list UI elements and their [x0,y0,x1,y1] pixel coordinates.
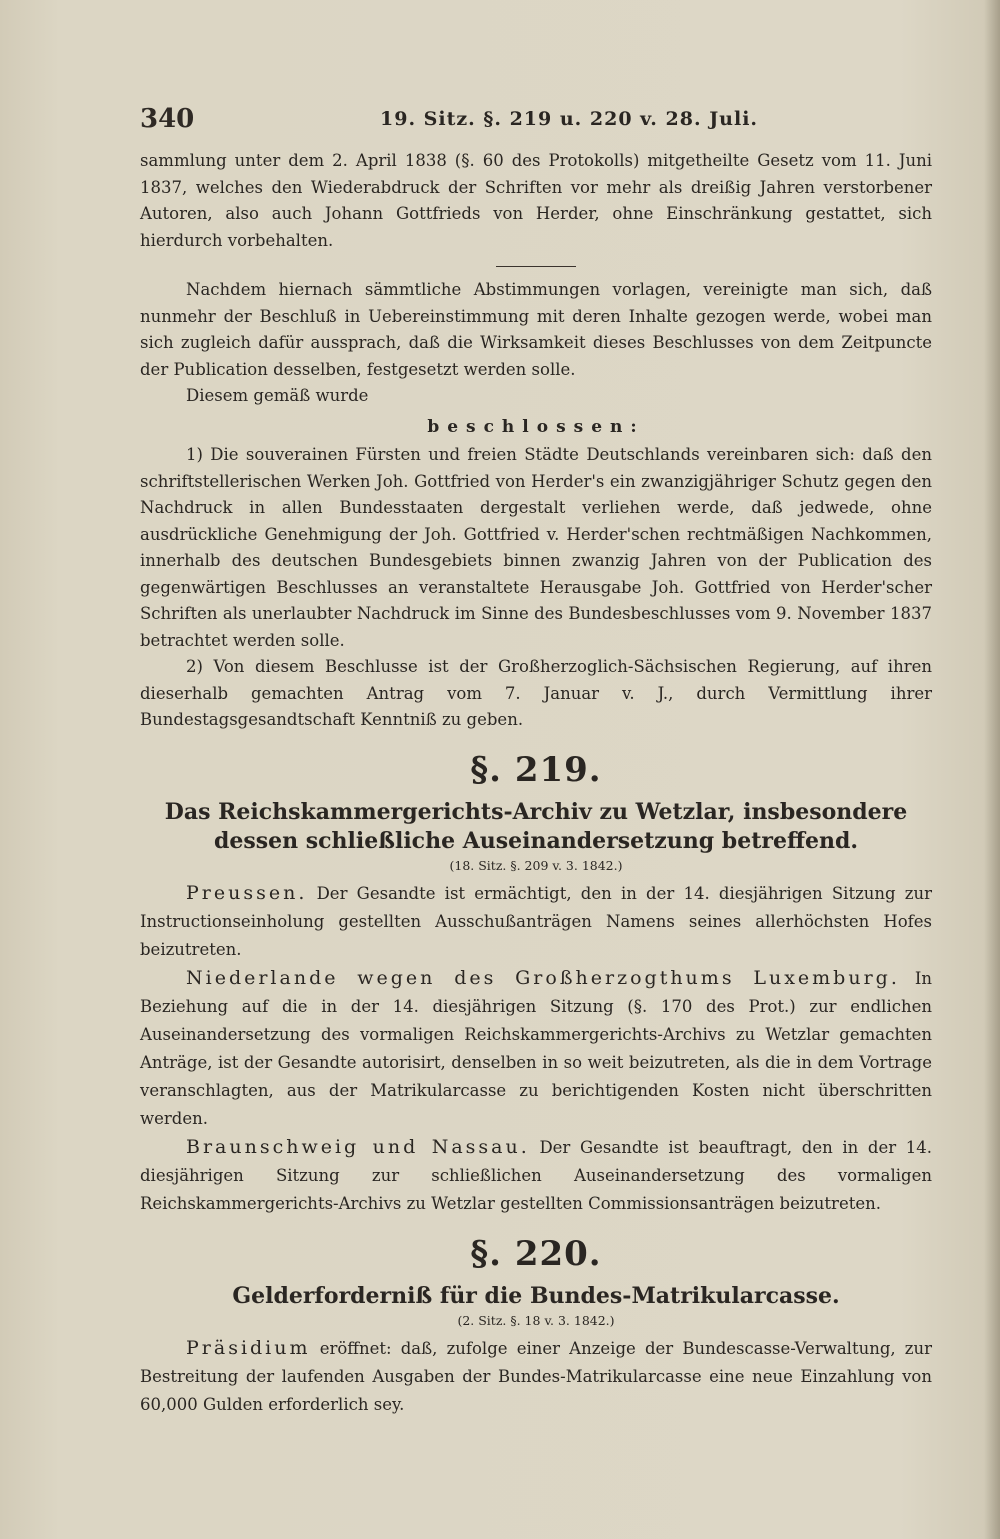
body-text [140,148,932,1419]
netherlands-text: In Beziehung auf die in der 14. diesjährigen Sitzung (§. 170 des Prot.) zur endlichen Auseinandersetzung des vormaligen Reichskammergerichts-Archivs zu Wetzlar gemachten Anträge, ist der Gesandte autorisirt, denselben in so weit beizutreten, als die in dem Vortrage veranschlagten, aus der Matrikularcasse zu berichtigenden Kosten nicht überschritten werden. [140,968,932,1128]
netherlands-statement [140,964,932,1133]
prussia-speaker: Preussen. [186,881,308,904]
presidium-text: eröffnet: daß, zufolge einer Anzeige der Bundescasse-Verwaltung, zur Bestreitung der laufenden Ausgaben der Bundes-Matrikularcasse eine neue Einzahlung von 60,000 Gulden erforderlich sey. [140,1338,933,1414]
separator-rule [496,266,576,267]
brunswick-nassau-statement [140,1133,932,1218]
prussia-statement [140,879,932,964]
continuation-paragraph: sammlung unter dem 2. April 1838 (§. 60 des Protokolls) mitgetheilte Gesetz vom 11. Juni 1837, welches den Wiederabdruck der Schriften vor mehr als dreißig Jahren verstorbener Autoren, also auch Johann Gottfrieds von Herder, ohne Einschränkung gestattet, sich hierdurch vorbehalten. [140,151,932,250]
page-number: 340 [140,104,195,134]
section-220-title: Gelderforderniß für die Bundes-Matrikularcasse. [232,1282,840,1309]
resolution-item-1: 1) Die souverainen Fürsten und freien Städte Deutschlands vereinbaren sich: daß den schriftstellerischen Werken Joh. Gottfried von Herder's ein zwanzigjähriger Schutz gegen den Nachdruck in allen Bundesstaaten dergestalt verliehen werde, daß jedwede, ohne ausdrückliche Genehmigung der Joh. Gottfried v. Herder'schen rechtmäßigen Nachkommen, innerhalb des deutschen Bundesgebiets binnen zwanzig Jahren von der Publication des gegenwärtigen Beschlusses an veranstaltete Herausgabe Joh. Gottfried von Herder'scher Schriften als unerlaubter Nachdruck im Sinne des Bundesbeschlusses vom 9. November 1837 betrachtet werden solle. [140,445,932,650]
page-header [140,104,940,144]
accordingly-line: Diesem gemäß wurde [186,386,369,405]
page-spine-shadow [984,0,1000,1539]
resolution-item-2: 2) Von diesem Beschlusse ist der Großherzoglich-Sächsischen Regierung, auf ihren dieserhalb gemachten Antrag vom 7. Januar v. J., durch Vermittlung ihrer Bundestagsgesandtschaft Kenntniß zu geben. [140,657,932,729]
running-head: 19. Sitz. §. 219 u. 220 v. 28. Juli. [380,108,759,130]
section-219-title: Das Reichskammergerichts-Archiv zu Wetzlar, insbesondere dessen schließliche Auseinandersetzung betreffend. [164,798,908,854]
section-219-citation: (18. Sitz. §. 209 v. 3. 1842.) [449,857,623,873]
presidium-speaker: Präsidium [186,1336,311,1359]
brunswick-nassau-text: Der Gesandte ist beauftragt, den in der 14. diesjährigen Sitzung zur schließlichen Auseinandersetzung des vormaligen Reichskammergerichts-Archivs zu Wetzlar gestellten Commissionsanträgen beizutreten. [140,1137,933,1213]
brunswick-nassau-speaker: Braunschweig und Nassau. [186,1135,530,1158]
presidium-statement [140,1334,932,1419]
resolved-heading: beschlossen: [427,416,645,437]
netherlands-speaker: Niederlande wegen des Großherzogthums Luxemburg. [186,966,900,989]
prussia-text: Der Gesandte ist ermächtigt, den in der 14. diesjährigen Sitzung zur Instructionseinholung gestellten Ausschußanträgen Namens seines allerhöchsten Hofes beizutreten. [140,883,932,959]
vote-paragraph: Nachdem hiernach sämmtliche Abstimmungen vorlagen, vereinigte man sich, daß nunmehr der Beschluß in Uebereinstimmung mit deren Inhalte gezogen werde, wobei man sich zugleich dafür aussprach, daß die Wirksamkeit dieses Beschlusses von dem Zeitpuncte der Publication desselben, festgesetzt werden solle. [140,280,932,379]
section-220-citation: (2. Sitz. §. 18 v. 3. 1842.) [457,1312,615,1328]
section-220-mark: §. 220. [470,1233,602,1274]
section-219-mark: §. 219. [470,749,602,790]
